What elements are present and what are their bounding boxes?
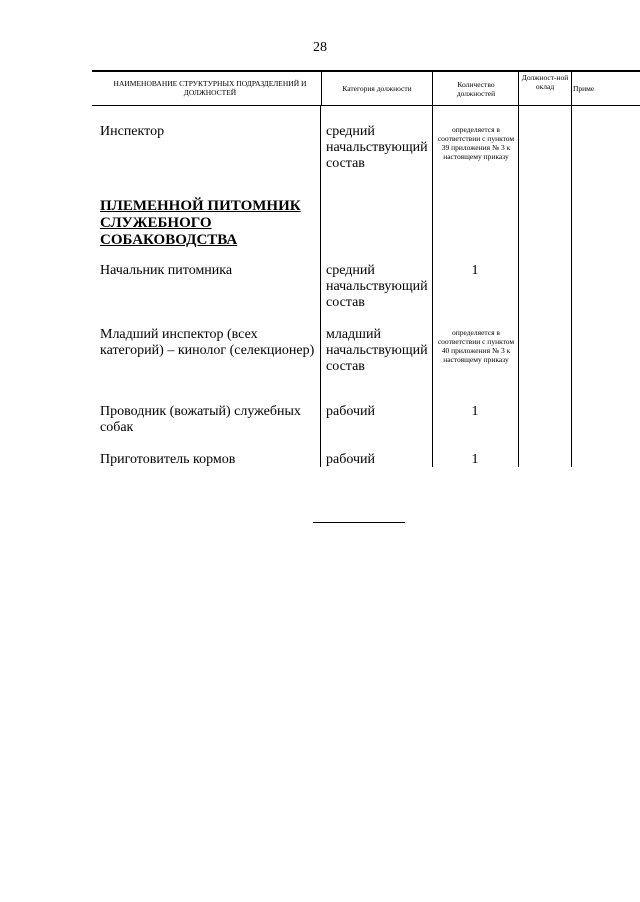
- row-name: Проводник (вожатый) служебных собак: [100, 404, 301, 435]
- end-separator-line: [313, 522, 405, 523]
- row-count: 1: [471, 452, 479, 467]
- header-col-name: НАИМЕНОВАНИЕ СТРУКТУРНЫХ ПОДРАЗДЕЛЕНИЙ И ДОЛЖНОСТЕЙ: [113, 79, 307, 97]
- header-col-category: Категория должности: [342, 84, 412, 93]
- column-divider: [518, 70, 519, 467]
- column-divider: [571, 70, 572, 467]
- header-divider: [321, 70, 322, 105]
- row-category: средний начальствующий состав: [326, 124, 428, 171]
- row-count: 1: [471, 263, 479, 278]
- row-category: средний начальствующий состав: [326, 263, 428, 310]
- row-category: рабочий: [326, 404, 375, 419]
- section-heading: ПЛЕМЕННОЙ ПИТОМНИК СЛУЖЕБНОГО СОБАКОВОДСТВА: [100, 198, 301, 248]
- table-header-bottom-border: [92, 105, 640, 106]
- row-name: Приготовитель кормов: [100, 452, 236, 467]
- page-number: 28: [313, 40, 327, 55]
- row-name: Начальник питомника: [100, 263, 233, 278]
- header-col-salary: Должност-ной оклад: [521, 73, 569, 91]
- row-name: Инспектор: [100, 124, 165, 139]
- header-col-notes: Приме: [573, 84, 595, 93]
- row-count: определяется в соответствии с пунктом 39 приложения № 3 к настоящему приказу: [437, 125, 515, 161]
- row-count: определяется в соответствии с пунктом 40 приложения № 3 к настоящему приказу: [437, 328, 515, 364]
- column-divider: [320, 105, 321, 467]
- header-col-count: Количество должностей: [456, 80, 496, 98]
- row-category: рабочий: [326, 452, 375, 467]
- row-count: 1: [471, 404, 479, 419]
- row-name: Младший инспектор (всех категорий) – кинолог (селекционер): [100, 327, 315, 358]
- row-category: младший начальствующий состав: [326, 327, 428, 374]
- table-top-border: [92, 70, 640, 72]
